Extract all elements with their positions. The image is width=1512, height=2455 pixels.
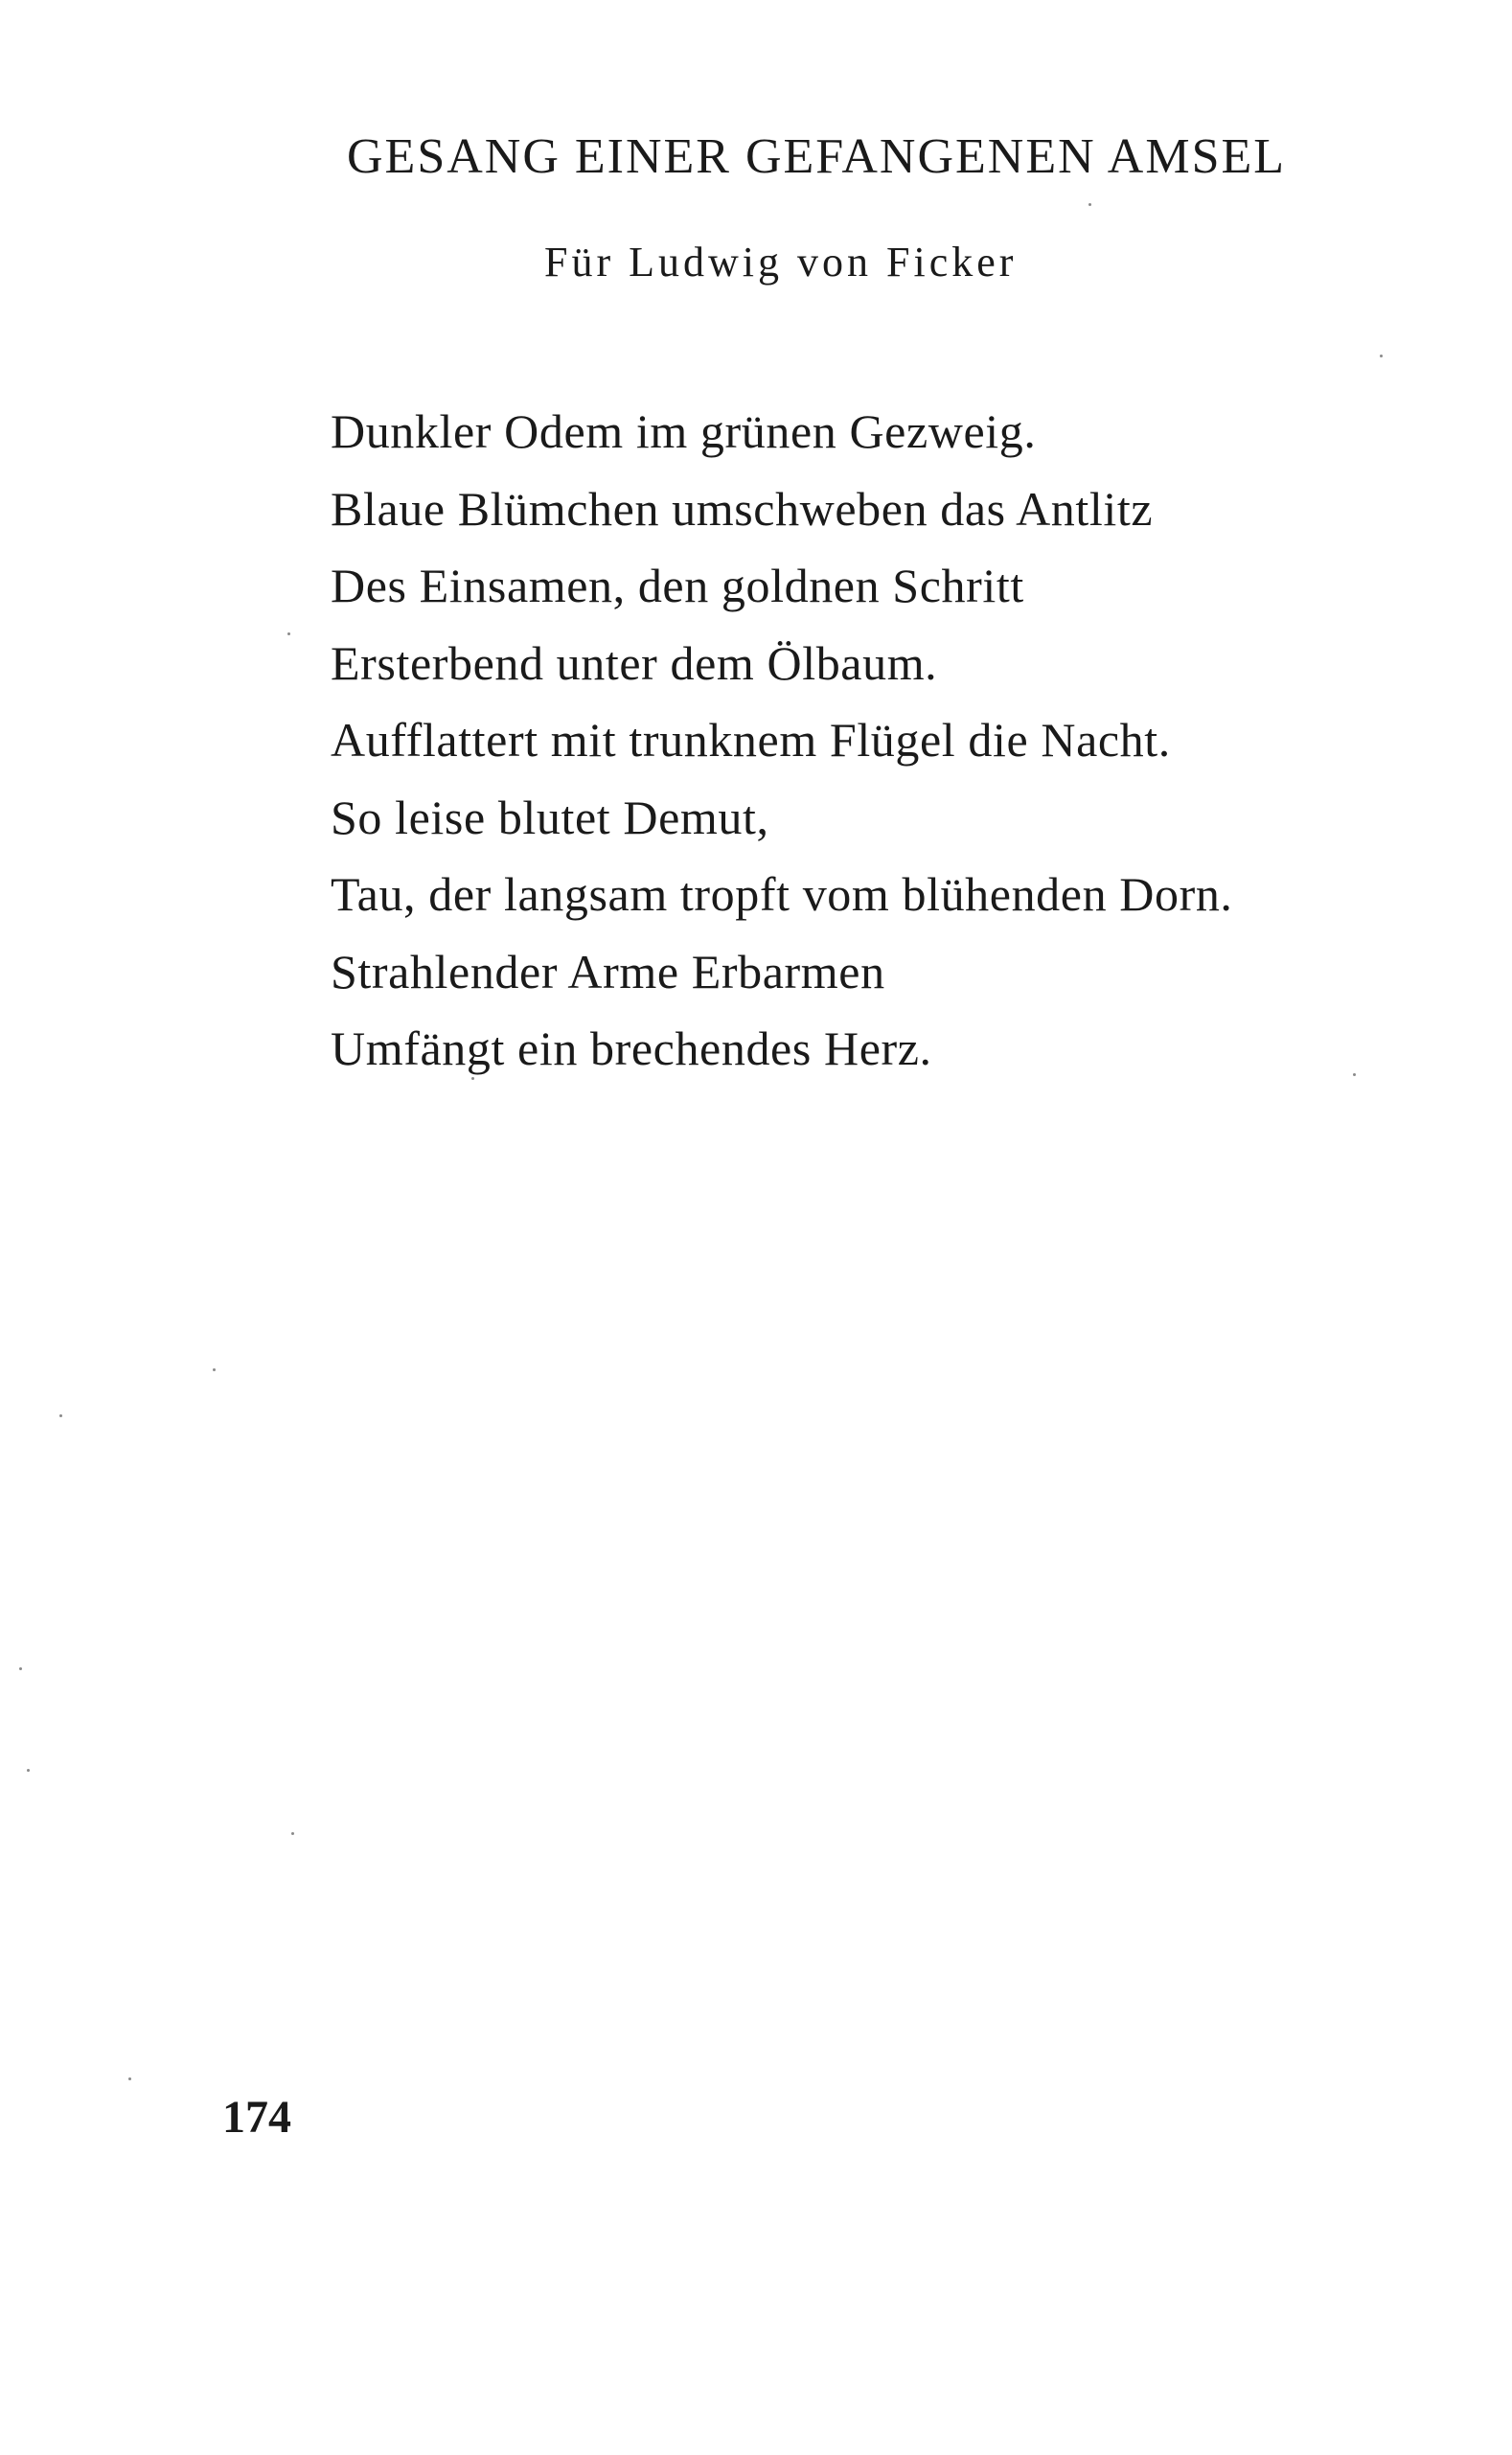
poem-dedication: Für Ludwig von Ficker <box>544 239 1018 286</box>
poem-body <box>331 393 1233 1088</box>
scan-speck <box>287 632 290 635</box>
poem-line: Aufflattert mit trunknem Flügel die Nacht. <box>331 713 1171 767</box>
scan-speck <box>291 1832 294 1835</box>
scan-speck <box>471 1077 474 1080</box>
scan-speck <box>1088 203 1091 206</box>
poem-title: GESANG EINER GEFANGENEN AMSEL <box>347 129 1287 184</box>
poem-line: Umfängt ein brechendes Herz. <box>331 1021 932 1075</box>
poem-line: Blaue Blümchen umschweben das Antlitz <box>331 481 1154 536</box>
scan-speck <box>1380 355 1383 357</box>
poem-line: Tau, der langsam tropft vom blühenden Dorn. <box>331 867 1233 921</box>
poem-line: Dunkler Odem im grünen Gezweig. <box>331 404 1037 458</box>
scan-speck <box>1353 1073 1356 1076</box>
poem-line: Strahlender Arme Erbarmen <box>331 944 885 998</box>
scan-speck <box>213 1368 216 1371</box>
scan-speck <box>128 2077 131 2080</box>
scan-speck <box>59 1414 62 1417</box>
poem-line: So leise blutet Demut, <box>331 790 769 844</box>
poem-line: Ersterbend unter dem Ölbaum. <box>331 635 938 690</box>
poem-line: Des Einsamen, den goldnen Schritt <box>331 559 1024 612</box>
scan-speck <box>27 1769 30 1772</box>
scan-speck <box>19 1667 22 1670</box>
page-number: 174 <box>222 2092 291 2143</box>
